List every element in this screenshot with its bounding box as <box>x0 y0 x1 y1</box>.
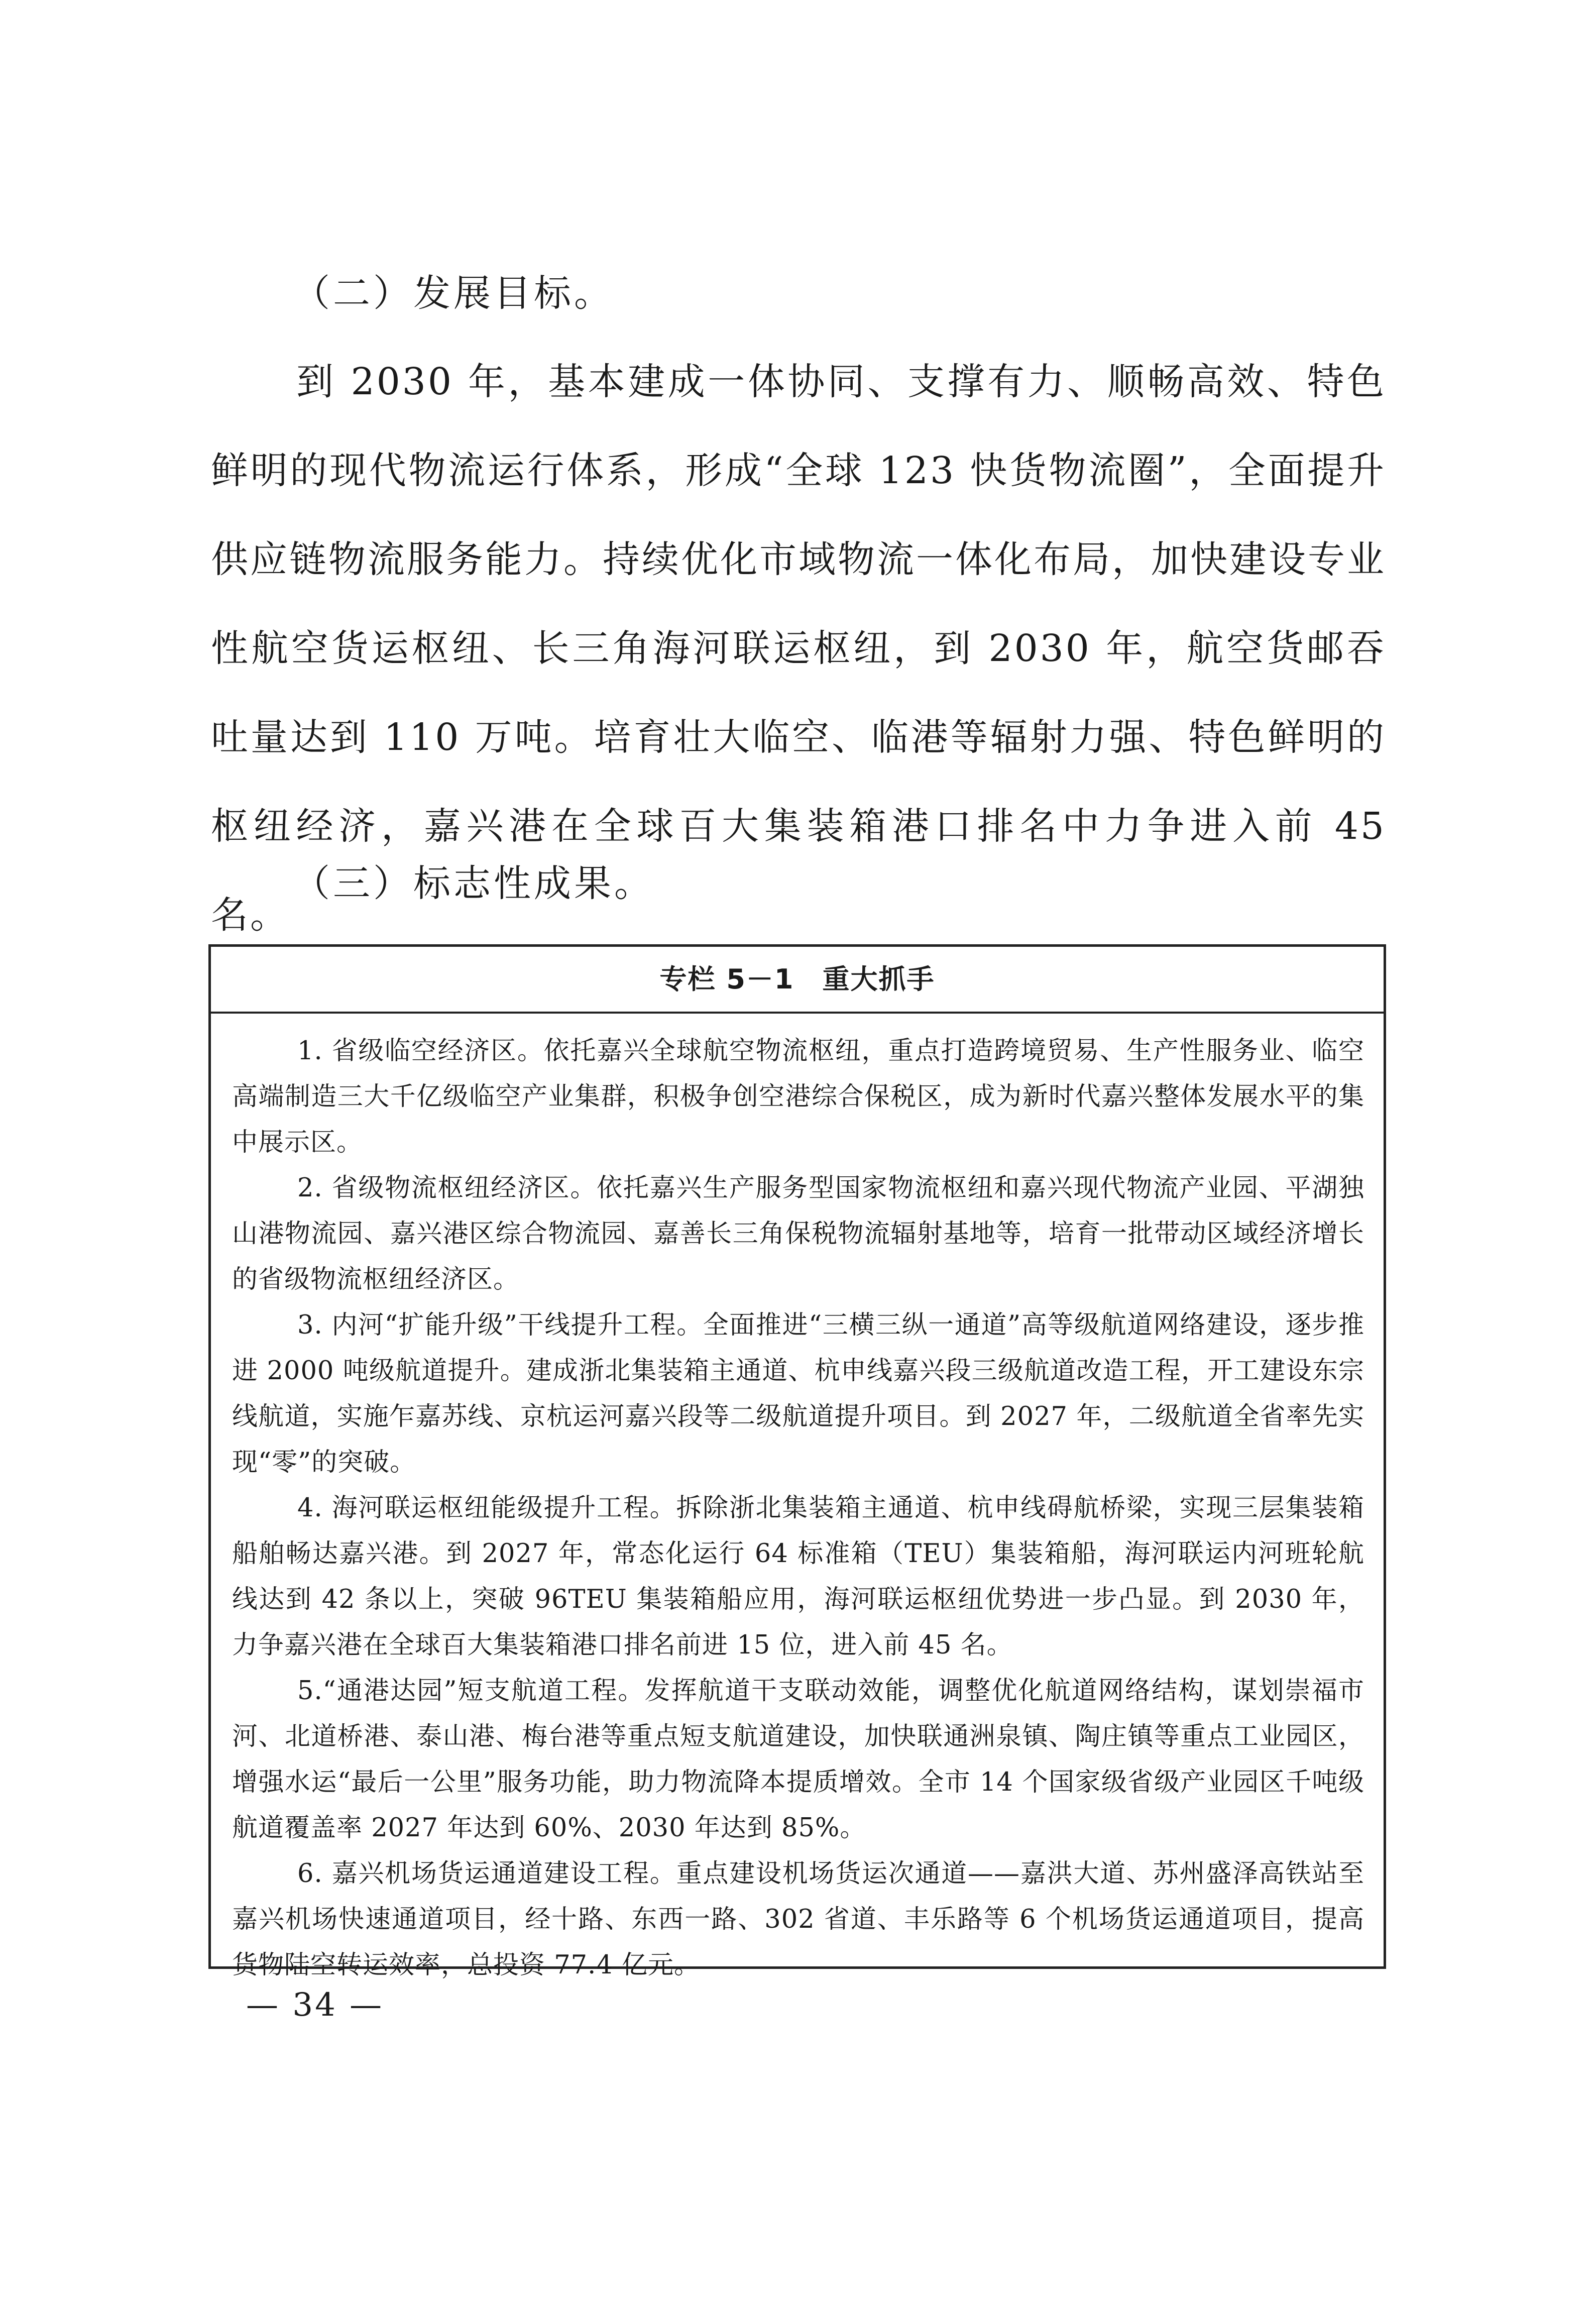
development-goals-paragraph: 到 2030 年，基本建成一体协同、支撑有力、顺畅高效、特色鲜明的现代物流运行体系，形成“全球 123 快货物流圈”，全面提升供应链物流服务能力。持续优化市域物流一体化布局，加快建设专业性航空货运枢纽、长三角海河联运枢纽，到 2030 年，航空货邮吞吐量达到 110 万吨。培育壮大临空、临港等辐射力强、特色鲜明的枢纽经济，嘉兴港在全球百大集装箱港口排名中力争进入前 45 名。 <box>211 360 1386 937</box>
column-box-body <box>232 1028 1364 1988</box>
section-heading-development-goals: （二）发展目标。 <box>293 272 614 315</box>
column-item-1: 1. 省级临空经济区。依托嘉兴全球航空物流枢纽，重点打造跨境贸易、生产性服务业、临空高端制造三大千亿级临空产业集群，积极争创空港综合保税区，成为新时代嘉兴整体发展水平的集中展示区。 <box>232 1036 1364 1157</box>
column-item-4: 4. 海河联运枢纽能级提升工程。拆除浙北集装箱主通道、杭申线碍航桥梁，实现三层集装箱船舶畅达嘉兴港。到 2027 年，常态化运行 64 标准箱（TEU）集装箱船，海河联运内河班轮航线达到 42 条以上，突破 96TEU 集装箱船应用，海河联运枢纽优势进一步凸显。到 2030 年，力争嘉兴港在全球百大集装箱港口排名前进 15 位，进入前 45 名。 <box>232 1493 1364 1660</box>
column-item-3: 3. 内河“扩能升级”干线提升工程。全面推进“三横三纵一通道”高等级航道网络建设，逐步推进 2000 吨级航道提升。建成浙北集装箱主通道、杭申线嘉兴段三级航道改造工程，开工建设东宗线航道，实施乍嘉苏线、京杭运河嘉兴段等二级航道提升项目。到 2027 年，二级航道全省率先实现“零”的突破。 <box>232 1310 1364 1477</box>
page-number: — 34 — <box>246 1986 384 2024</box>
column-item-6: 6. 嘉兴机场货运通道建设工程。重点建设机场货运次通道——嘉洪大道、苏州盛泽高铁站至嘉兴机场快速通道项目，经十路、东西一路、302 省道、丰乐路等 6 个机场货运通道项目，提高货物陆空转运效率，总投资 77.4 亿元。 <box>232 1859 1365 1980</box>
column-item-2: 2. 省级物流枢纽经济区。依托嘉兴生产服务型国家物流枢纽和嘉兴现代物流产业园、平湖独山港物流园、嘉兴港区综合物流园、嘉善长三角保税物流辐射基地等，培育一批带动区域经济增长的省级物流枢纽经济区。 <box>232 1173 1364 1294</box>
section-heading-landmark-achievements: （三）标志性成果。 <box>293 862 654 905</box>
column-box <box>208 944 1386 1980</box>
column-item-5: 5.“通港达园”短支航道工程。发挥航道干支联动效能，调整优化航道网络结构，谋划崇福市河、北道桥港、泰山港、梅台港等重点短支航道建设，加快联通洲泉镇、陶庄镇等重点工业园区，增强水运“最后一公里”服务功能，助力物流降本提质增效。全市 14 个国家级省级产业园区千吨级航道覆盖率 2027 年达到 60%、2030 年达到 85%。 <box>232 1676 1364 1843</box>
column-box-title: 专栏 5－1 重大抓手 <box>211 947 1384 1014</box>
